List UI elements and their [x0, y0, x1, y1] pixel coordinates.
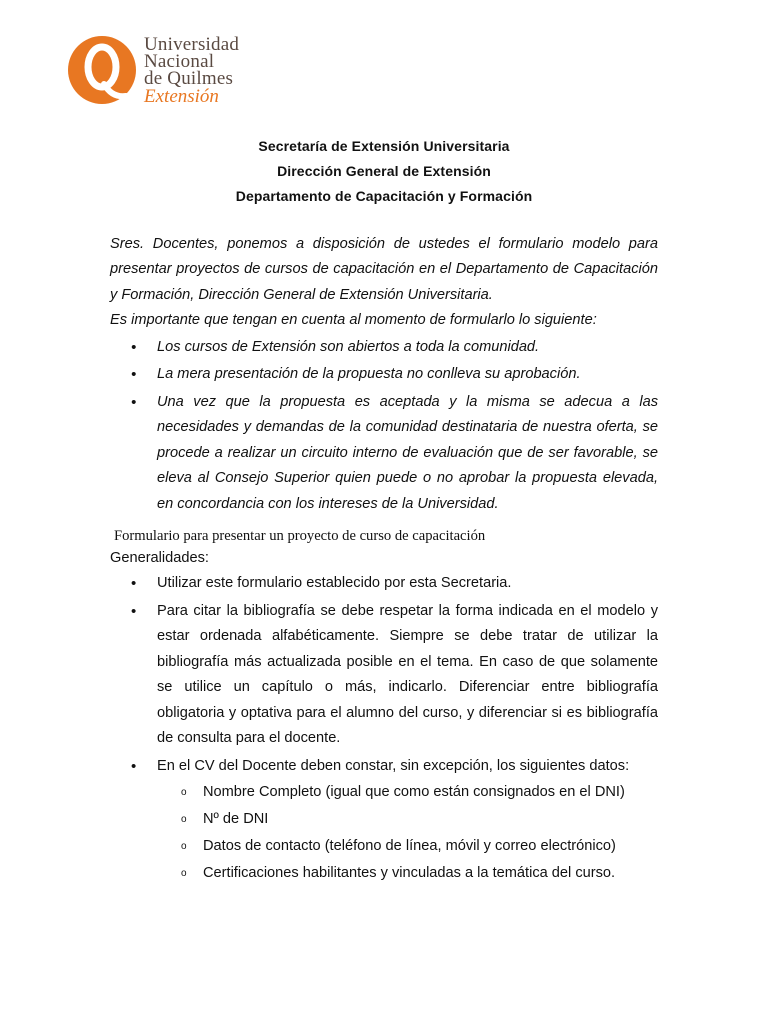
logo-wordmark — [144, 36, 239, 106]
intro-lead: Es importante que tengan en cuenta al momento de formularlo lo siguiente: — [110, 311, 597, 328]
list-item: • En el CV del Docente deben constar, sin excepción, los siguientes datos: — [110, 754, 658, 780]
document-headings — [0, 134, 768, 209]
generalidades-list — [110, 571, 658, 779]
document-body — [110, 232, 658, 887]
intro-paragraph: Sres. Docentes, ponemos a disposición de ustedes el formulario modelo para presentar proyectos de cursos de capacitación en el Departamento de Capacitación y Formación, Dirección General de Extensión Universitaria. — [110, 236, 658, 303]
heading-direccion: Dirección General de Extensión — [277, 163, 491, 179]
logo-line-3: de Quilmes — [144, 68, 234, 89]
logo-line-1: Universidad — [144, 34, 240, 55]
heading-departamento: Departamento de Capacitación y Formación — [235, 188, 533, 204]
list-item: o Nº de DNI — [110, 806, 658, 833]
list-item: o Certificaciones habilitantes y vinculadas a la temática del curso. — [110, 860, 658, 887]
list-item: • Para citar la bibliografía se debe respetar la forma indicada en el modelo y estar ordenada alfabéticamente. Siempre se debe tratar de utilizar la bibliografía más actualizada posible en el tema. En caso de que solamente se utilice un capítulo o más, indicarlo. Diferenciar entre bibliografía obligatoria y optativa para el alumno del curso, y diferenciar si es bibliografía de consulta para el docente. — [110, 599, 658, 752]
logo-line-2: Nacional — [144, 51, 215, 72]
heading-secretaria: Secretaría de Extensión Universitaria — [258, 138, 510, 154]
list-item: o Nombre Completo (igual que como están consignados en el DNI) — [110, 779, 658, 806]
list-item: • Utilizar este formulario establecido por esta Secretaria. — [110, 571, 658, 597]
form-title: Formulario para presentar un proyecto de curso de capacitación — [114, 528, 486, 545]
list-item: • La mera presentación de la propuesta no conlleva su aprobación. — [110, 362, 658, 388]
important-points-list — [110, 335, 658, 518]
q-logo-icon — [68, 36, 138, 106]
cv-items-list — [110, 779, 658, 887]
generalidades-label: Generalidades: — [110, 550, 209, 567]
list-item: • Una vez que la propuesta es aceptada y la misma se adecua a las necesidades y demandas de la comunidad destinataria de nuestra oferta, se procede a realizar un circuito interno de evaluación que de ser favorable, se eleva al Consejo Superior quien puede o no aprobar la propuesta elevada, en concordancia con los intereses de la Universidad. — [110, 390, 658, 518]
list-item: • Los cursos de Extensión son abiertos a toda la comunidad. — [110, 335, 658, 361]
list-item: o Datos de contacto (teléfono de línea, móvil y correo electrónico) — [110, 833, 658, 860]
university-logo — [68, 36, 268, 106]
logo-line-4: Extensión — [144, 86, 219, 107]
